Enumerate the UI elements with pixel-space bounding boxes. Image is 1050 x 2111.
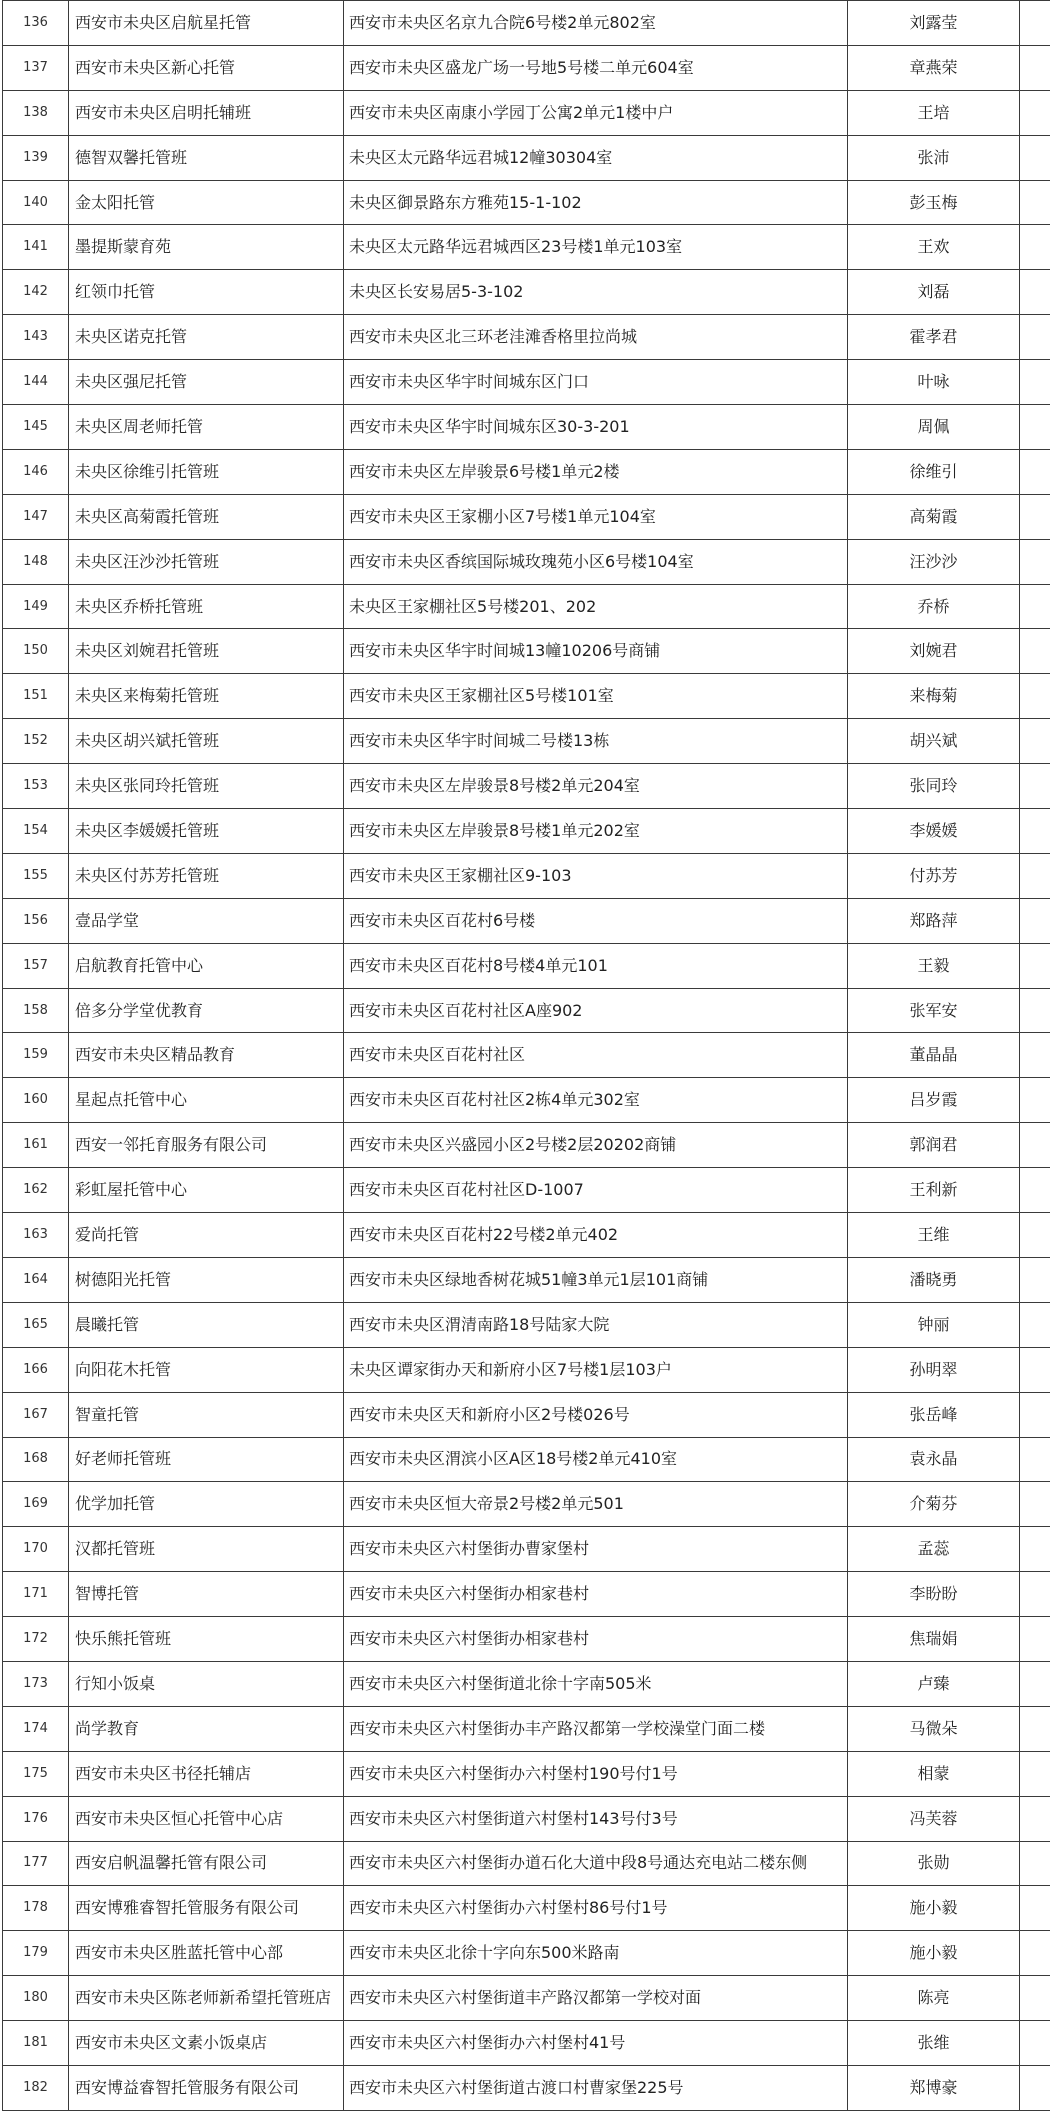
trailing-cell	[1020, 584, 1050, 629]
address-cell: 西安市未央区北三环老洼滩香格里拉尚城	[344, 315, 848, 360]
contact-person-cell: 李媛媛	[848, 809, 1020, 854]
address-cell: 西安市未央区六村堡街办丰产路汉都第一学校澡堂门面二楼	[344, 1706, 848, 1751]
table-row	[3, 1392, 1050, 1437]
table-row	[3, 764, 1050, 809]
organization-name-cell: 西安市未央区恒心托管中心店	[69, 1796, 344, 1841]
organization-name-cell: 西安博雅睿智托管服务有限公司	[69, 1886, 344, 1931]
trailing-cell	[1020, 1796, 1050, 1841]
table-row	[3, 1886, 1050, 1931]
row-index-cell: 158	[3, 988, 69, 1033]
address-cell: 西安市未央区华宇时间城二号楼13栋	[344, 719, 848, 764]
table-row	[3, 90, 1050, 135]
organization-name-cell: 西安博益睿智托管服务有限公司	[69, 2065, 344, 2110]
row-index-cell: 152	[3, 719, 69, 764]
organization-name-cell: 德智双馨托管班	[69, 135, 344, 180]
trailing-cell	[1020, 1213, 1050, 1258]
contact-person-cell: 孟蕊	[848, 1527, 1020, 1572]
trailing-cell	[1020, 1347, 1050, 1392]
trailing-cell	[1020, 1, 1050, 46]
address-cell: 西安市未央区百花村22号楼2单元402	[344, 1213, 848, 1258]
organization-name-cell: 西安一邻托育服务有限公司	[69, 1123, 344, 1168]
trailing-cell	[1020, 1841, 1050, 1886]
roster-body	[3, 1, 1050, 2111]
contact-person-cell: 董晶晶	[848, 1033, 1020, 1078]
organization-name-cell: 优学加托管	[69, 1482, 344, 1527]
row-index-cell: 177	[3, 1841, 69, 1886]
trailing-cell	[1020, 1886, 1050, 1931]
row-index-cell: 181	[3, 2021, 69, 2066]
organization-name-cell: 西安市未央区陈老师新希望托管班店	[69, 1976, 344, 2021]
organization-name-cell: 西安市未央区启明托辅班	[69, 90, 344, 135]
organization-name-cell: 未央区高菊霞托管班	[69, 494, 344, 539]
table-row	[3, 270, 1050, 315]
address-cell: 西安市未央区渭滨小区A区18号楼2单元410室	[344, 1437, 848, 1482]
address-cell: 西安市未央区百花村社区A座902	[344, 988, 848, 1033]
contact-person-cell: 来梅菊	[848, 674, 1020, 719]
contact-person-cell: 介菊芬	[848, 1482, 1020, 1527]
table-row	[3, 1123, 1050, 1168]
organization-name-cell: 智博托管	[69, 1572, 344, 1617]
contact-person-cell: 王利新	[848, 1168, 1020, 1213]
address-cell: 西安市未央区百花村社区	[344, 1033, 848, 1078]
organization-name-cell: 未央区周老师托管	[69, 405, 344, 450]
contact-person-cell: 高菊霞	[848, 494, 1020, 539]
trailing-cell	[1020, 1661, 1050, 1706]
organization-name-cell: 未央区诺克托管	[69, 315, 344, 360]
table-row	[3, 1751, 1050, 1796]
trailing-cell	[1020, 1976, 1050, 2021]
table-row	[3, 629, 1050, 674]
row-index-cell: 159	[3, 1033, 69, 1078]
organization-name-cell: 金太阳托管	[69, 180, 344, 225]
contact-person-cell: 袁永晶	[848, 1437, 1020, 1482]
address-cell: 西安市未央区六村堡街办六村堡村41号	[344, 2021, 848, 2066]
row-index-cell: 165	[3, 1302, 69, 1347]
table-row	[3, 1617, 1050, 1662]
contact-person-cell: 刘婉君	[848, 629, 1020, 674]
trailing-cell	[1020, 225, 1050, 270]
row-index-cell: 178	[3, 1886, 69, 1931]
row-index-cell: 172	[3, 1617, 69, 1662]
table-row	[3, 674, 1050, 719]
contact-person-cell: 张维	[848, 2021, 1020, 2066]
address-cell: 西安市未央区百花村6号楼	[344, 898, 848, 943]
contact-person-cell: 王欢	[848, 225, 1020, 270]
contact-person-cell: 叶咏	[848, 360, 1020, 405]
table-row	[3, 1, 1050, 46]
contact-person-cell: 张沛	[848, 135, 1020, 180]
organization-name-cell: 未央区强尼托管	[69, 360, 344, 405]
organization-name-cell: 智童托管	[69, 1392, 344, 1437]
table-row	[3, 1841, 1050, 1886]
address-cell: 西安市未央区六村堡街道北徐十字南505米	[344, 1661, 848, 1706]
organization-name-cell: 西安市未央区胜蓝托管中心部	[69, 1931, 344, 1976]
contact-person-cell: 乔桥	[848, 584, 1020, 629]
address-cell: 西安市未央区绿地香树花城51幢3单元1层101商铺	[344, 1257, 848, 1302]
address-cell: 西安市未央区左岸骏景6号楼1单元2楼	[344, 449, 848, 494]
table-row	[3, 1437, 1050, 1482]
table-row	[3, 1213, 1050, 1258]
table-row	[3, 225, 1050, 270]
table-row	[3, 405, 1050, 450]
trailing-cell	[1020, 1392, 1050, 1437]
trailing-cell	[1020, 405, 1050, 450]
trailing-cell	[1020, 1931, 1050, 1976]
table-row	[3, 898, 1050, 943]
organization-name-cell: 彩虹屋托管中心	[69, 1168, 344, 1213]
contact-person-cell: 马微朵	[848, 1706, 1020, 1751]
row-index-cell: 150	[3, 629, 69, 674]
trailing-cell	[1020, 2021, 1050, 2066]
table-row	[3, 809, 1050, 854]
organization-name-cell: 壹品学堂	[69, 898, 344, 943]
trailing-cell	[1020, 1437, 1050, 1482]
row-index-cell: 147	[3, 494, 69, 539]
organization-name-cell: 爱尚托管	[69, 1213, 344, 1258]
contact-person-cell: 刘磊	[848, 270, 1020, 315]
trailing-cell	[1020, 90, 1050, 135]
table-row	[3, 943, 1050, 988]
organization-name-cell: 未央区汪沙沙托管班	[69, 539, 344, 584]
address-cell: 西安市未央区六村堡街办相家巷村	[344, 1617, 848, 1662]
trailing-cell	[1020, 1617, 1050, 1662]
contact-person-cell: 霍孝君	[848, 315, 1020, 360]
organization-name-cell: 西安启帆温馨托管有限公司	[69, 1841, 344, 1886]
table-row	[3, 539, 1050, 584]
organization-name-cell: 西安市未央区文素小饭桌店	[69, 2021, 344, 2066]
organization-name-cell: 未央区刘婉君托管班	[69, 629, 344, 674]
address-cell: 西安市未央区华宇时间城东区门口	[344, 360, 848, 405]
trailing-cell	[1020, 45, 1050, 90]
organization-name-cell: 未央区张同玲托管班	[69, 764, 344, 809]
row-index-cell: 168	[3, 1437, 69, 1482]
trailing-cell	[1020, 853, 1050, 898]
contact-person-cell: 郭润君	[848, 1123, 1020, 1168]
row-index-cell: 144	[3, 360, 69, 405]
address-cell: 西安市未央区香缤国际城玫瑰苑小区6号楼104室	[344, 539, 848, 584]
contact-person-cell: 张同玲	[848, 764, 1020, 809]
trailing-cell	[1020, 674, 1050, 719]
trailing-cell	[1020, 1033, 1050, 1078]
trailing-cell	[1020, 1123, 1050, 1168]
contact-person-cell: 冯芙蓉	[848, 1796, 1020, 1841]
address-cell: 西安市未央区渭清南路18号陆家大院	[344, 1302, 848, 1347]
table-row	[3, 315, 1050, 360]
trailing-cell	[1020, 764, 1050, 809]
address-cell: 未央区太元路华远君城12幢30304室	[344, 135, 848, 180]
address-cell: 未央区太元路华远君城西区23号楼1单元103室	[344, 225, 848, 270]
address-cell: 西安市未央区六村堡街办相家巷村	[344, 1572, 848, 1617]
trailing-cell	[1020, 943, 1050, 988]
trailing-cell	[1020, 1572, 1050, 1617]
row-index-cell: 157	[3, 943, 69, 988]
contact-person-cell: 吕岁霞	[848, 1078, 1020, 1123]
address-cell: 西安市未央区盛龙广场一号地5号楼二单元604室	[344, 45, 848, 90]
trailing-cell	[1020, 360, 1050, 405]
organization-name-cell: 西安市未央区新心托管	[69, 45, 344, 90]
contact-person-cell: 张军安	[848, 988, 1020, 1033]
address-cell: 西安市未央区华宇时间城13幢10206号商铺	[344, 629, 848, 674]
contact-person-cell: 施小毅	[848, 1886, 1020, 1931]
address-cell: 西安市未央区南康小学园丁公寓2单元1楼中户	[344, 90, 848, 135]
organization-name-cell: 未央区来梅菊托管班	[69, 674, 344, 719]
contact-person-cell: 王培	[848, 90, 1020, 135]
table-row	[3, 1931, 1050, 1976]
contact-person-cell: 胡兴斌	[848, 719, 1020, 764]
organization-name-cell: 星起点托管中心	[69, 1078, 344, 1123]
row-index-cell: 173	[3, 1661, 69, 1706]
address-cell: 西安市未央区六村堡街道丰产路汉都第一学校对面	[344, 1976, 848, 2021]
organization-name-cell: 启航教育托管中心	[69, 943, 344, 988]
contact-person-cell: 卢臻	[848, 1661, 1020, 1706]
table-row	[3, 584, 1050, 629]
organization-name-cell: 汉都托管班	[69, 1527, 344, 1572]
row-index-cell: 174	[3, 1706, 69, 1751]
trailing-cell	[1020, 1751, 1050, 1796]
organization-name-cell: 西安市未央区启航星托管	[69, 1, 344, 46]
contact-person-cell: 陈亮	[848, 1976, 1020, 2021]
organization-name-cell: 墨提斯蒙育苑	[69, 225, 344, 270]
row-index-cell: 160	[3, 1078, 69, 1123]
childcare-roster-table	[2, 0, 1050, 2111]
trailing-cell	[1020, 315, 1050, 360]
row-index-cell: 179	[3, 1931, 69, 1976]
contact-person-cell: 潘晓勇	[848, 1257, 1020, 1302]
trailing-cell	[1020, 1527, 1050, 1572]
address-cell: 西安市未央区百花村8号楼4单元101	[344, 943, 848, 988]
contact-person-cell: 刘露莹	[848, 1, 1020, 46]
row-index-cell: 156	[3, 898, 69, 943]
organization-name-cell: 快乐熊托管班	[69, 1617, 344, 1662]
address-cell: 西安市未央区百花村社区D-1007	[344, 1168, 848, 1213]
trailing-cell	[1020, 2065, 1050, 2110]
document-page	[2, 0, 1040, 2038]
table-row	[3, 988, 1050, 1033]
organization-name-cell: 好老师托管班	[69, 1437, 344, 1482]
row-index-cell: 140	[3, 180, 69, 225]
row-index-cell: 138	[3, 90, 69, 135]
contact-person-cell: 王维	[848, 1213, 1020, 1258]
row-index-cell: 141	[3, 225, 69, 270]
table-row	[3, 45, 1050, 90]
table-row	[3, 1482, 1050, 1527]
row-index-cell: 175	[3, 1751, 69, 1796]
table-row	[3, 1078, 1050, 1123]
address-cell: 西安市未央区六村堡街办曹家堡村	[344, 1527, 848, 1572]
address-cell: 西安市未央区王家棚小区7号楼1单元104室	[344, 494, 848, 539]
contact-person-cell: 郑路萍	[848, 898, 1020, 943]
organization-name-cell: 树德阳光托管	[69, 1257, 344, 1302]
trailing-cell	[1020, 898, 1050, 943]
trailing-cell	[1020, 135, 1050, 180]
organization-name-cell: 未央区付苏芳托管班	[69, 853, 344, 898]
contact-person-cell: 汪沙沙	[848, 539, 1020, 584]
trailing-cell	[1020, 494, 1050, 539]
address-cell: 西安市未央区名京九合院6号楼2单元802室	[344, 1, 848, 46]
row-index-cell: 136	[3, 1, 69, 46]
table-row	[3, 1302, 1050, 1347]
address-cell: 未央区御景路东方雅苑15-1-102	[344, 180, 848, 225]
row-index-cell: 139	[3, 135, 69, 180]
table-row	[3, 1527, 1050, 1572]
row-index-cell: 142	[3, 270, 69, 315]
table-row	[3, 853, 1050, 898]
row-index-cell: 169	[3, 1482, 69, 1527]
address-cell: 未央区长安易居5-3-102	[344, 270, 848, 315]
contact-person-cell: 郑博豪	[848, 2065, 1020, 2110]
trailing-cell	[1020, 449, 1050, 494]
organization-name-cell: 未央区胡兴斌托管班	[69, 719, 344, 764]
contact-person-cell: 付苏芳	[848, 853, 1020, 898]
row-index-cell: 148	[3, 539, 69, 584]
table-row	[3, 2065, 1050, 2110]
organization-name-cell: 未央区乔桥托管班	[69, 584, 344, 629]
table-row	[3, 1168, 1050, 1213]
table-row	[3, 1257, 1050, 1302]
organization-name-cell: 晨曦托管	[69, 1302, 344, 1347]
table-row	[3, 2021, 1050, 2066]
organization-name-cell: 西安市未央区书径托辅店	[69, 1751, 344, 1796]
organization-name-cell: 向阳花木托管	[69, 1347, 344, 1392]
address-cell: 西安市未央区六村堡街办六村堡村190号付1号	[344, 1751, 848, 1796]
row-index-cell: 145	[3, 405, 69, 450]
contact-person-cell: 周佩	[848, 405, 1020, 450]
table-row	[3, 135, 1050, 180]
trailing-cell	[1020, 988, 1050, 1033]
address-cell: 西安市未央区六村堡街办道石化大道中段8号通达充电站二楼东侧	[344, 1841, 848, 1886]
row-index-cell: 153	[3, 764, 69, 809]
organization-name-cell: 红领巾托管	[69, 270, 344, 315]
trailing-cell	[1020, 809, 1050, 854]
row-index-cell: 171	[3, 1572, 69, 1617]
row-index-cell: 146	[3, 449, 69, 494]
table-row	[3, 719, 1050, 764]
table-row	[3, 494, 1050, 539]
trailing-cell	[1020, 270, 1050, 315]
address-cell: 未央区王家棚社区5号楼201、202	[344, 584, 848, 629]
address-cell: 西安市未央区左岸骏景8号楼1单元202室	[344, 809, 848, 854]
address-cell: 西安市未央区王家棚社区9-103	[344, 853, 848, 898]
trailing-cell	[1020, 1482, 1050, 1527]
table-row	[3, 1347, 1050, 1392]
table-row	[3, 1033, 1050, 1078]
row-index-cell: 161	[3, 1123, 69, 1168]
row-index-cell: 137	[3, 45, 69, 90]
table-row	[3, 1976, 1050, 2021]
row-index-cell: 151	[3, 674, 69, 719]
row-index-cell: 170	[3, 1527, 69, 1572]
address-cell: 西安市未央区华宇时间城东区30-3-201	[344, 405, 848, 450]
trailing-cell	[1020, 629, 1050, 674]
row-index-cell: 155	[3, 853, 69, 898]
row-index-cell: 166	[3, 1347, 69, 1392]
address-cell: 西安市未央区王家棚社区5号楼101室	[344, 674, 848, 719]
address-cell: 西安市未央区兴盛园小区2号楼2层20202商铺	[344, 1123, 848, 1168]
row-index-cell: 164	[3, 1257, 69, 1302]
contact-person-cell: 徐维引	[848, 449, 1020, 494]
organization-name-cell: 西安市未央区精品教育	[69, 1033, 344, 1078]
table-row	[3, 1796, 1050, 1841]
contact-person-cell: 施小毅	[848, 1931, 1020, 1976]
address-cell: 西安市未央区左岸骏景8号楼2单元204室	[344, 764, 848, 809]
trailing-cell	[1020, 1302, 1050, 1347]
trailing-cell	[1020, 1078, 1050, 1123]
row-index-cell: 143	[3, 315, 69, 360]
organization-name-cell: 行知小饭桌	[69, 1661, 344, 1706]
address-cell: 西安市未央区天和新府小区2号楼026号	[344, 1392, 848, 1437]
row-index-cell: 163	[3, 1213, 69, 1258]
address-cell: 西安市未央区百花村社区2栋4单元302室	[344, 1078, 848, 1123]
trailing-cell	[1020, 1706, 1050, 1751]
contact-person-cell: 章燕荣	[848, 45, 1020, 90]
contact-person-cell: 钟丽	[848, 1302, 1020, 1347]
row-index-cell: 162	[3, 1168, 69, 1213]
row-index-cell: 176	[3, 1796, 69, 1841]
contact-person-cell: 张岳峰	[848, 1392, 1020, 1437]
table-row	[3, 180, 1050, 225]
address-cell: 西安市未央区六村堡街道六村堡村143号付3号	[344, 1796, 848, 1841]
trailing-cell	[1020, 1168, 1050, 1213]
organization-name-cell: 尚学教育	[69, 1706, 344, 1751]
trailing-cell	[1020, 719, 1050, 764]
row-index-cell: 154	[3, 809, 69, 854]
address-cell: 西安市未央区恒大帝景2号楼2单元501	[344, 1482, 848, 1527]
organization-name-cell: 倍多分学堂优教育	[69, 988, 344, 1033]
row-index-cell: 149	[3, 584, 69, 629]
address-cell: 西安市未央区六村堡街办六村堡村86号付1号	[344, 1886, 848, 1931]
table-row	[3, 1706, 1050, 1751]
table-row	[3, 449, 1050, 494]
organization-name-cell: 未央区李媛媛托管班	[69, 809, 344, 854]
row-index-cell: 180	[3, 1976, 69, 2021]
table-row	[3, 360, 1050, 405]
contact-person-cell: 彭玉梅	[848, 180, 1020, 225]
contact-person-cell: 相蒙	[848, 1751, 1020, 1796]
row-index-cell: 167	[3, 1392, 69, 1437]
address-cell: 未央区谭家街办天和新府小区7号楼1层103户	[344, 1347, 848, 1392]
address-cell: 西安市未央区六村堡街道古渡口村曹家堡225号	[344, 2065, 848, 2110]
contact-person-cell: 孙明翠	[848, 1347, 1020, 1392]
trailing-cell	[1020, 539, 1050, 584]
contact-person-cell: 王毅	[848, 943, 1020, 988]
address-cell: 西安市未央区北徐十字向东500米路南	[344, 1931, 848, 1976]
table-row	[3, 1572, 1050, 1617]
row-index-cell: 182	[3, 2065, 69, 2110]
contact-person-cell: 李盼盼	[848, 1572, 1020, 1617]
contact-person-cell: 焦瑞娟	[848, 1617, 1020, 1662]
trailing-cell	[1020, 180, 1050, 225]
table-row	[3, 1661, 1050, 1706]
organization-name-cell: 未央区徐维引托管班	[69, 449, 344, 494]
contact-person-cell: 张勋	[848, 1841, 1020, 1886]
trailing-cell	[1020, 1257, 1050, 1302]
